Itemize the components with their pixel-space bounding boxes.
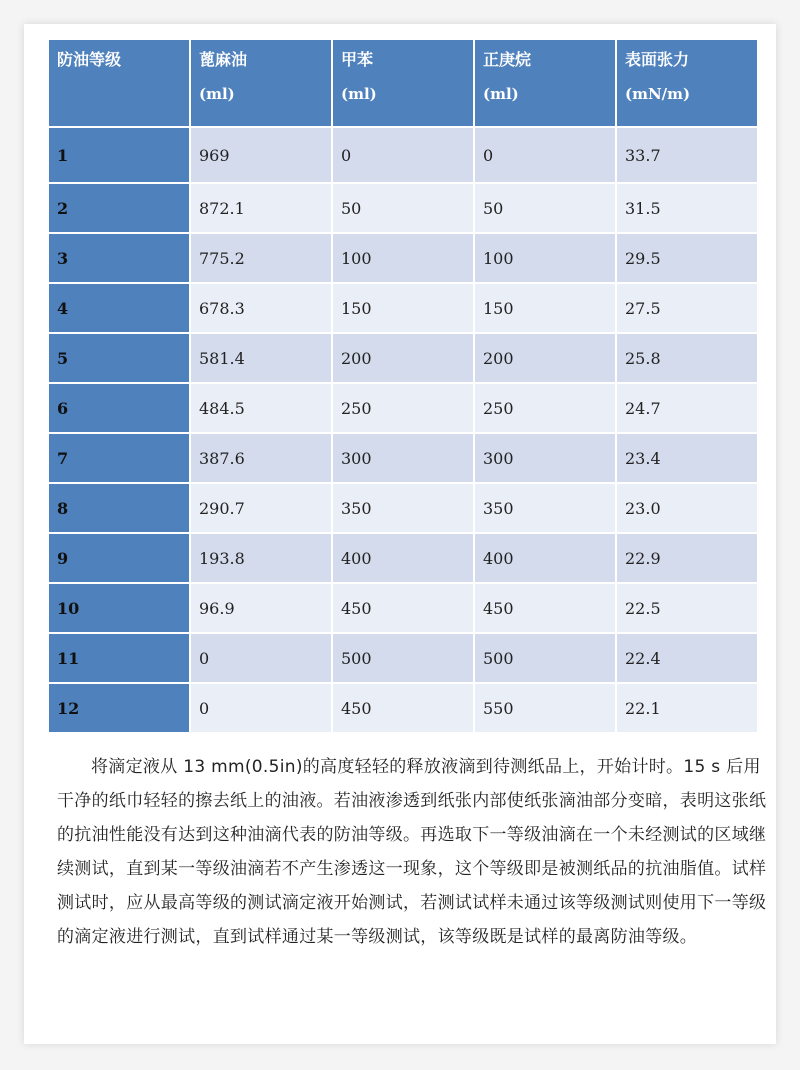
header-heptane: 正庚烷 (ml) <box>475 40 615 126</box>
cell-toluene: 250 <box>333 384 473 432</box>
cell-grade: 7 <box>49 434 189 482</box>
table-row <box>49 584 757 632</box>
cell-grade: 2 <box>49 184 189 232</box>
cell-castor-oil: 484.5 <box>191 384 331 432</box>
cell-surface-tension: 22.9 <box>617 534 757 582</box>
cell-surface-tension: 27.5 <box>617 284 757 332</box>
test-procedure-paragraph: 将滴定液从 13 mm(0.5in)的高度轻轻的释放液滴到待测纸品上，开始计时。15 s 后用干净的纸巾轻轻的擦去纸上的油液。若油液渗透到纸张内部使纸张滴油部分变暗，表明这张纸的抗油性能没有达到这种油滴代表的防油等级。再选取下一等级油滴在一个未经测试的区域继续测试，直到某一等级油滴若不产生渗透这一现象，这个等级即是被测纸品的抗油脂值。试样测试时，应从最高等级的测试滴定液开始测试，若测试试样未通过该等级测试则使用下一等级的滴定液进行测试，直到试样通过某一等级测试，该等级既是试样的最离防油等级。 <box>57 757 767 947</box>
cell-grade: 6 <box>49 384 189 432</box>
cell-heptane: 500 <box>475 634 615 682</box>
table-row <box>49 284 757 332</box>
table-row <box>49 384 757 432</box>
table-row <box>49 334 757 382</box>
cell-grade: 5 <box>49 334 189 382</box>
table-row <box>49 534 757 582</box>
table-row <box>49 484 757 532</box>
cell-surface-tension: 29.5 <box>617 234 757 282</box>
cell-castor-oil: 775.2 <box>191 234 331 282</box>
cell-heptane: 550 <box>475 684 615 732</box>
header-toluene: 甲苯 (ml) <box>333 40 473 126</box>
header-castor-oil: 蓖麻油 (ml) <box>191 40 331 126</box>
cell-toluene: 100 <box>333 234 473 282</box>
cell-castor-oil: 678.3 <box>191 284 331 332</box>
cell-castor-oil: 581.4 <box>191 334 331 382</box>
cell-heptane: 150 <box>475 284 615 332</box>
cell-heptane: 450 <box>475 584 615 632</box>
cell-toluene: 0 <box>333 128 473 182</box>
cell-toluene: 200 <box>333 334 473 382</box>
cell-heptane: 200 <box>475 334 615 382</box>
cell-surface-tension: 22.4 <box>617 634 757 682</box>
cell-heptane: 50 <box>475 184 615 232</box>
cell-surface-tension: 25.8 <box>617 334 757 382</box>
table-row <box>49 434 757 482</box>
cell-surface-tension: 22.1 <box>617 684 757 732</box>
header-surface-tension: 表面张力 (mN/m) <box>617 40 757 126</box>
cell-grade: 9 <box>49 534 189 582</box>
table-row <box>49 634 757 682</box>
cell-castor-oil: 387.6 <box>191 434 331 482</box>
cell-grade: 10 <box>49 584 189 632</box>
cell-surface-tension: 22.5 <box>617 584 757 632</box>
header-grade: 防油等级 <box>49 40 189 126</box>
cell-toluene: 350 <box>333 484 473 532</box>
table-row <box>49 234 757 282</box>
cell-castor-oil: 0 <box>191 634 331 682</box>
cell-castor-oil: 193.8 <box>191 534 331 582</box>
cell-heptane: 0 <box>475 128 615 182</box>
cell-grade: 3 <box>49 234 189 282</box>
grease-resistance-table <box>47 38 759 734</box>
cell-toluene: 400 <box>333 534 473 582</box>
cell-surface-tension: 33.7 <box>617 128 757 182</box>
table-header-row <box>49 40 757 126</box>
cell-grade: 11 <box>49 634 189 682</box>
cell-heptane: 250 <box>475 384 615 432</box>
table-row <box>49 128 757 182</box>
cell-castor-oil: 290.7 <box>191 484 331 532</box>
cell-heptane: 400 <box>475 534 615 582</box>
cell-toluene: 150 <box>333 284 473 332</box>
cell-toluene: 500 <box>333 634 473 682</box>
table-row <box>49 684 757 732</box>
cell-grade: 4 <box>49 284 189 332</box>
cell-surface-tension: 23.4 <box>617 434 757 482</box>
table-row <box>49 184 757 232</box>
cell-castor-oil: 969 <box>191 128 331 182</box>
cell-heptane: 100 <box>475 234 615 282</box>
cell-heptane: 300 <box>475 434 615 482</box>
cell-surface-tension: 23.0 <box>617 484 757 532</box>
cell-toluene: 300 <box>333 434 473 482</box>
cell-toluene: 450 <box>333 684 473 732</box>
cell-surface-tension: 24.7 <box>617 384 757 432</box>
cell-surface-tension: 31.5 <box>617 184 757 232</box>
cell-grade: 1 <box>49 128 189 182</box>
cell-heptane: 350 <box>475 484 615 532</box>
cell-castor-oil: 96.9 <box>191 584 331 632</box>
cell-grade: 12 <box>49 684 189 732</box>
cell-toluene: 450 <box>333 584 473 632</box>
cell-toluene: 50 <box>333 184 473 232</box>
cell-castor-oil: 872.1 <box>191 184 331 232</box>
cell-grade: 8 <box>49 484 189 532</box>
cell-castor-oil: 0 <box>191 684 331 732</box>
